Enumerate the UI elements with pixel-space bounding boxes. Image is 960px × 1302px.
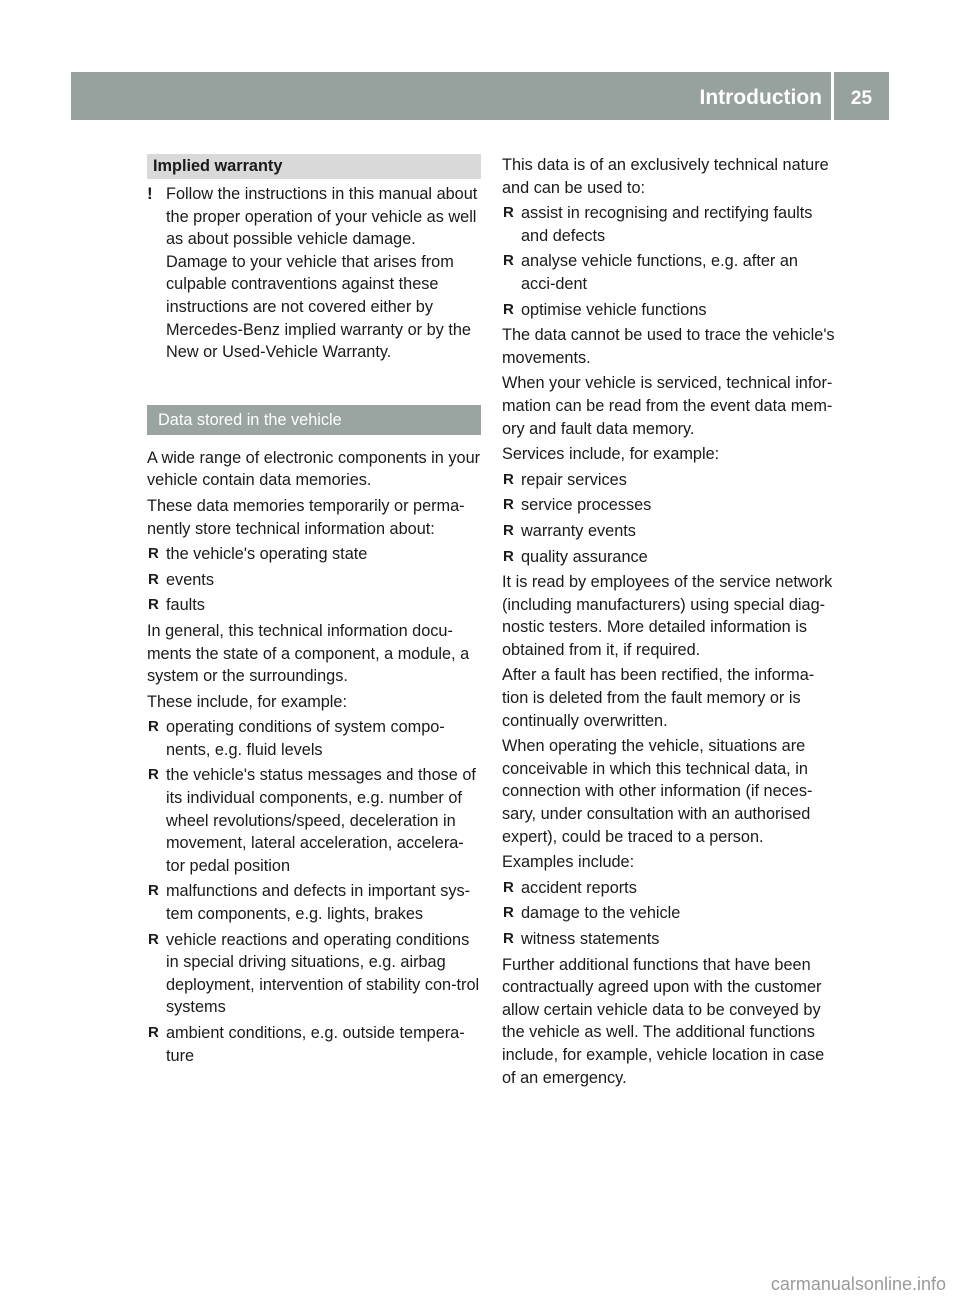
paragraph: When your vehicle is serviced, technical infor-mation can be read from the event data mem-ory and fault data memory. [502,374,833,438]
list-item [502,902,836,925]
list-item [147,1022,481,1067]
list-item [502,469,836,492]
paragraph: It is read by employees of the service network (including manufacturers) using special diag-nostic testers. More detailed information is obtained from it, if required. [502,573,833,659]
list-item-text: malfunctions and defects in important sys-tem components, e.g. lights, brakes [166,882,471,924]
bullet-icon: R [503,300,514,318]
list-item-text: quality assurance [521,547,648,566]
list-item [502,546,836,569]
bullet-icon: R [148,570,159,588]
list-item-text: damage to the vehicle [521,904,681,923]
bullet-icon: R [503,904,514,922]
bullet-icon: R [503,204,514,222]
list-item-text: accident reports [521,878,637,897]
bullet-icon: R [148,882,159,900]
right-column [502,154,836,1092]
list-item-text: faults [166,596,205,615]
list-item [147,880,481,925]
paragraph: Services include, for example: [502,445,720,464]
list-item [502,202,836,247]
list-item-text: the vehicle's operating state [166,545,368,564]
bullet-icon: R [503,547,514,565]
list-item-text: warranty events [521,521,636,540]
list-item [147,569,481,592]
list-item-text: vehicle reactions and operating conditions in special driving situations, e.g. airbag deployment, intervention of stability con-trol systems [166,930,480,1017]
warning-icon: ! [147,184,153,203]
bullet-icon: R [503,252,514,270]
list-item-text: operating conditions of system compo-nents, e.g. fluid levels [166,718,445,759]
list-item-text: assist in recognising and rectifying faults and defects [521,204,813,245]
list-item-text: events [166,570,214,589]
paragraph: A wide range of electronic components in your vehicle contain data memories. [147,448,481,490]
list-item [502,250,836,295]
list-item [502,520,836,543]
list-item [147,929,481,1019]
bullet-list [147,543,481,617]
bullet-icon: R [148,766,159,784]
paragraph: These include, for example: [147,692,348,711]
data-stored-heading: Data stored in the vehicle [147,405,481,435]
list-item-text: service processes [521,496,652,515]
list-item [147,764,481,877]
paragraph: These data memories temporarily or perma-nently store technical information about: [147,496,465,538]
list-item [147,543,481,566]
implied-warranty-heading: Implied warranty [147,154,481,179]
paragraph: The data cannot be used to trace the vehicle's movements. [502,326,835,367]
watermark-link[interactable]: carmanualsonline.info [770,1274,946,1294]
list-item-text: analyse vehicle functions, e.g. after an acci-dent [521,252,798,293]
bullet-list [502,202,836,321]
list-item-text: repair services [521,470,627,489]
list-item [147,594,481,617]
bullet-list [502,469,836,568]
bullet-icon: R [503,496,514,514]
list-item [502,299,836,322]
bullet-icon: R [148,718,159,736]
left-column [147,154,481,1070]
list-item [502,877,836,900]
bullet-icon: R [148,930,159,948]
bullet-icon: R [148,545,159,563]
list-item [147,716,481,761]
paragraph: Examples include: [502,853,635,872]
bullet-icon: R [503,930,514,947]
list-item [502,494,836,517]
list-item-text: optimise vehicle functions [521,300,707,319]
list-item-text: witness statements [521,930,660,948]
warning-note [147,183,481,364]
warning-text: Follow the instructions in this manual about the proper operation of your vehicle as well as about possible vehicle damage. Damage to your vehicle that arises from culpable contraventions against these instructions are not covered either by Mercedes-Benz implied warranty or by the New or Used-Vehicle Warranty. [166,185,478,362]
paragraph: After a fault has been rectified, the informa-tion is deleted from the fault memory or is continually overwritten. [502,666,815,730]
bullet-icon: R [503,470,514,488]
bullet-list [502,877,836,951]
paragraph: When operating the vehicle, situations are conceivable in which this technical data, in connection with other information (if neces-sary, under consultation with an authorised expert), could be traced to a person. [502,737,813,846]
page-number: 25 [850,88,873,109]
paragraph: Further additional functions that have been contractually agreed upon with the customer allow certain vehicle data to be conveyed by the vehicle as well. The additional functions include, for example, vehicle location in case of an emergency. [502,955,825,1087]
bullet-icon: R [148,1024,159,1041]
bullet-icon: R [503,878,514,896]
list-item-text: ambient conditions, e.g. outside tempera-ture [166,1024,465,1065]
list-item-text: the vehicle's status messages and those of its individual components, e.g. number of wheel revolutions/speed, deceleration in movement, lateral acceleration, accelera-tor pedal position [166,766,476,875]
bullet-icon: R [503,521,514,539]
paragraph: This data is of an exclusively technical nature and can be used to: [502,156,829,197]
bullet-icon: R [148,596,159,614]
list-item [502,928,836,951]
bullet-list [147,716,481,1067]
chapter-title: Introduction [699,86,822,109]
paragraph: In general, this technical information docu-ments the state of a component, a module, a system or the surroundings. [147,621,470,686]
